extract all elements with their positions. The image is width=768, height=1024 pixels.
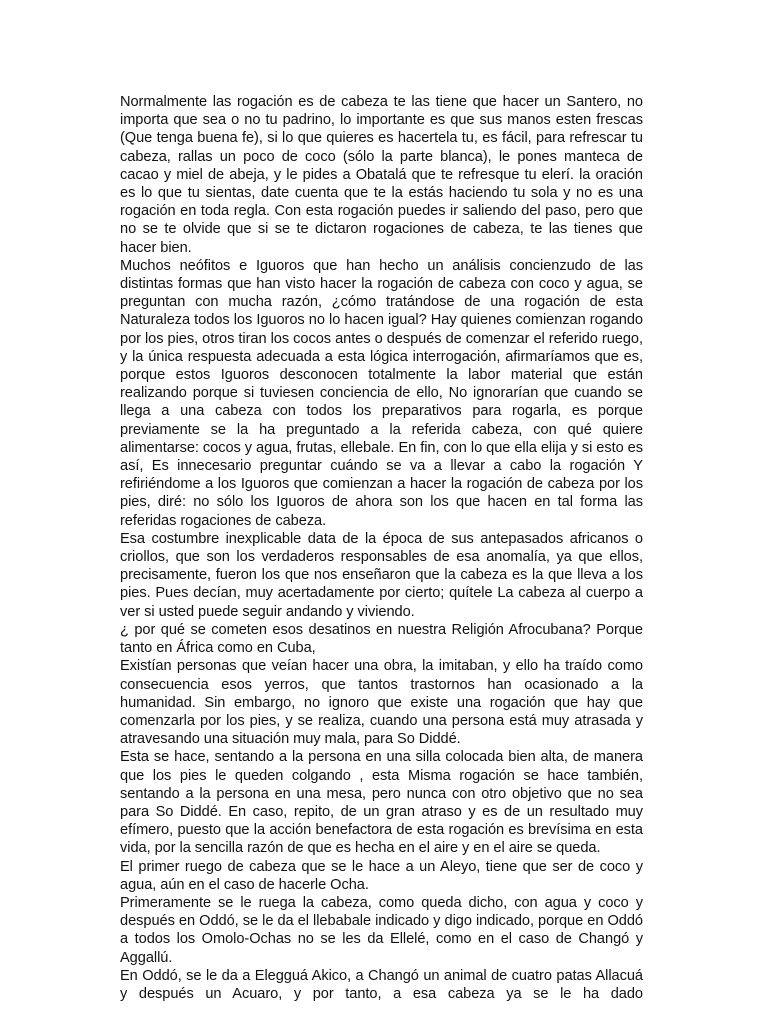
paragraph-neofitos-iguoros: Muchos neófitos e Iguoros que han hecho un análisis concienzudo de las distintas formas que han visto hacer la rogación de cabeza con coco y agua, se preguntan con mucha razón, ¿cómo tratándose de una rogación de esta Naturaleza todos los Iguoros no lo hacen igual? Hay quienes comienzan rogando por los pies, otros tiran los cocos antes o después de comenzar el referido ruego, y la única respuesta adecuada a esta lógica interrogación, afirmaríamos que es, porque estos Iguoros desconocen totalmente la labor material que están realizando porque si tuviesen conciencia de ello, No ignorarían que cuando se llega a una cabeza con todos los preparativos para rogarla, es porque previamente se la ha preguntado a la referida cabeza, con qué quiere alimentarse: cocos y agua, frutas, ellebale. En fin, con lo que ella elija y si esto es así, Es innecesario preguntar cuándo se va a llevar a cabo la rogación Y refiriéndome a los Iguoros que comienzan a hacer la rogación de cabeza por los pies, diré: no sólo los Iguoros de ahora son los que hacen en tal forma las referidas rogaciones de cabeza. xyxy=(120,257,643,529)
paragraph-existian-personas: Existían personas que veían hacer una obra, la imitaban, y ello ha traído como consecuencia esos yerros, que tantos trastornos han ocasionado a la humanidad. Sin embargo, no ignoro que existe una rogación que hay que comenzarla por los pies, y se realiza, cuando una persona está muy atrasada y atravesando una situación muy mala, para So Diddé. xyxy=(120,658,643,748)
body-text xyxy=(120,93,643,1003)
paragraph-silla-alta: Esta se hace, sentando a la persona en una silla colocada bien alta, de manera que los pies le queden colgando , esta Misma rogación se hace también, sentando a la persona en una mesa, pero nunca con otro objetivo que no sea para So Diddé. En caso, repito, de un gran atraso y es de un resultado muy efímero, puesto que la acción benefactora de esta rogación es brevísima en esta vida, por la sencilla razón de que es hecha en el aire y en el aire se queda. xyxy=(120,749,643,857)
paragraph-primeramente: Primeramente se le ruega la cabeza, como queda dicho, con agua y coco y después en Oddó, se le da el llebabale indicado y digo indicado, porque en Oddó a todos los Omolo-Ochas no se les da Ellelé, como en el caso de Changó y Aggallú. xyxy=(120,894,643,966)
paragraph-primer-ruego: El primer ruego de cabeza que se le hace a un Aleyo, tiene que ser de coco y agua, aún en el caso de hacerle Ocha. xyxy=(120,858,643,893)
paragraph-costumbre-inexplicable: Esa costumbre inexplicable data de la época de sus antepasados africanos o criollos, que son los verdaderos responsables de esa anomalía, ya que ellos, precisamente, fueron los que nos enseñaron que la cabeza es la que lleva a los pies. Pues decían, muy acertadamente por cierto; quítele La cabeza al cuerpo a ver si usted puede seguir andando y viviendo. xyxy=(120,530,643,620)
paragraph-rogacion-cabeza: Normalmente las rogación es de cabeza te las tiene que hacer un Santero, no importa que sea o no tu padrino, lo importante es que sus manos esten frescas (Que tenga buena fe), si lo que quieres es hacertela tu, es fácil, para refrescar tu cabeza, rallas un poco de coco (sólo la parte blanca), le pones manteca de cacao y miel de abeja, y le pides a Obatalá que te refresque tu elerí. la oración es lo que tu sientas, date cuenta que te la estás haciendo tu sola y no es una rogación en toda regla. Con esta rogación puedes ir saliendo del paso, pero que no se te olvide que si se te dictaron rogaciones de cabeza, te las tienes que hacer bien. xyxy=(120,94,643,256)
paragraph-desatinos-question: ¿ por qué se cometen esos desatinos en nuestra Religión Afrocubana? Porque tanto en África como en Cuba, xyxy=(120,621,643,657)
paragraph-en-oddo: En Oddó, se le da a Elegguá Akico, a Changó un animal de cuatro patas Allacuá y después un Acuaro, y por tanto, a esa cabeza ya se le ha dado xyxy=(120,967,643,1002)
